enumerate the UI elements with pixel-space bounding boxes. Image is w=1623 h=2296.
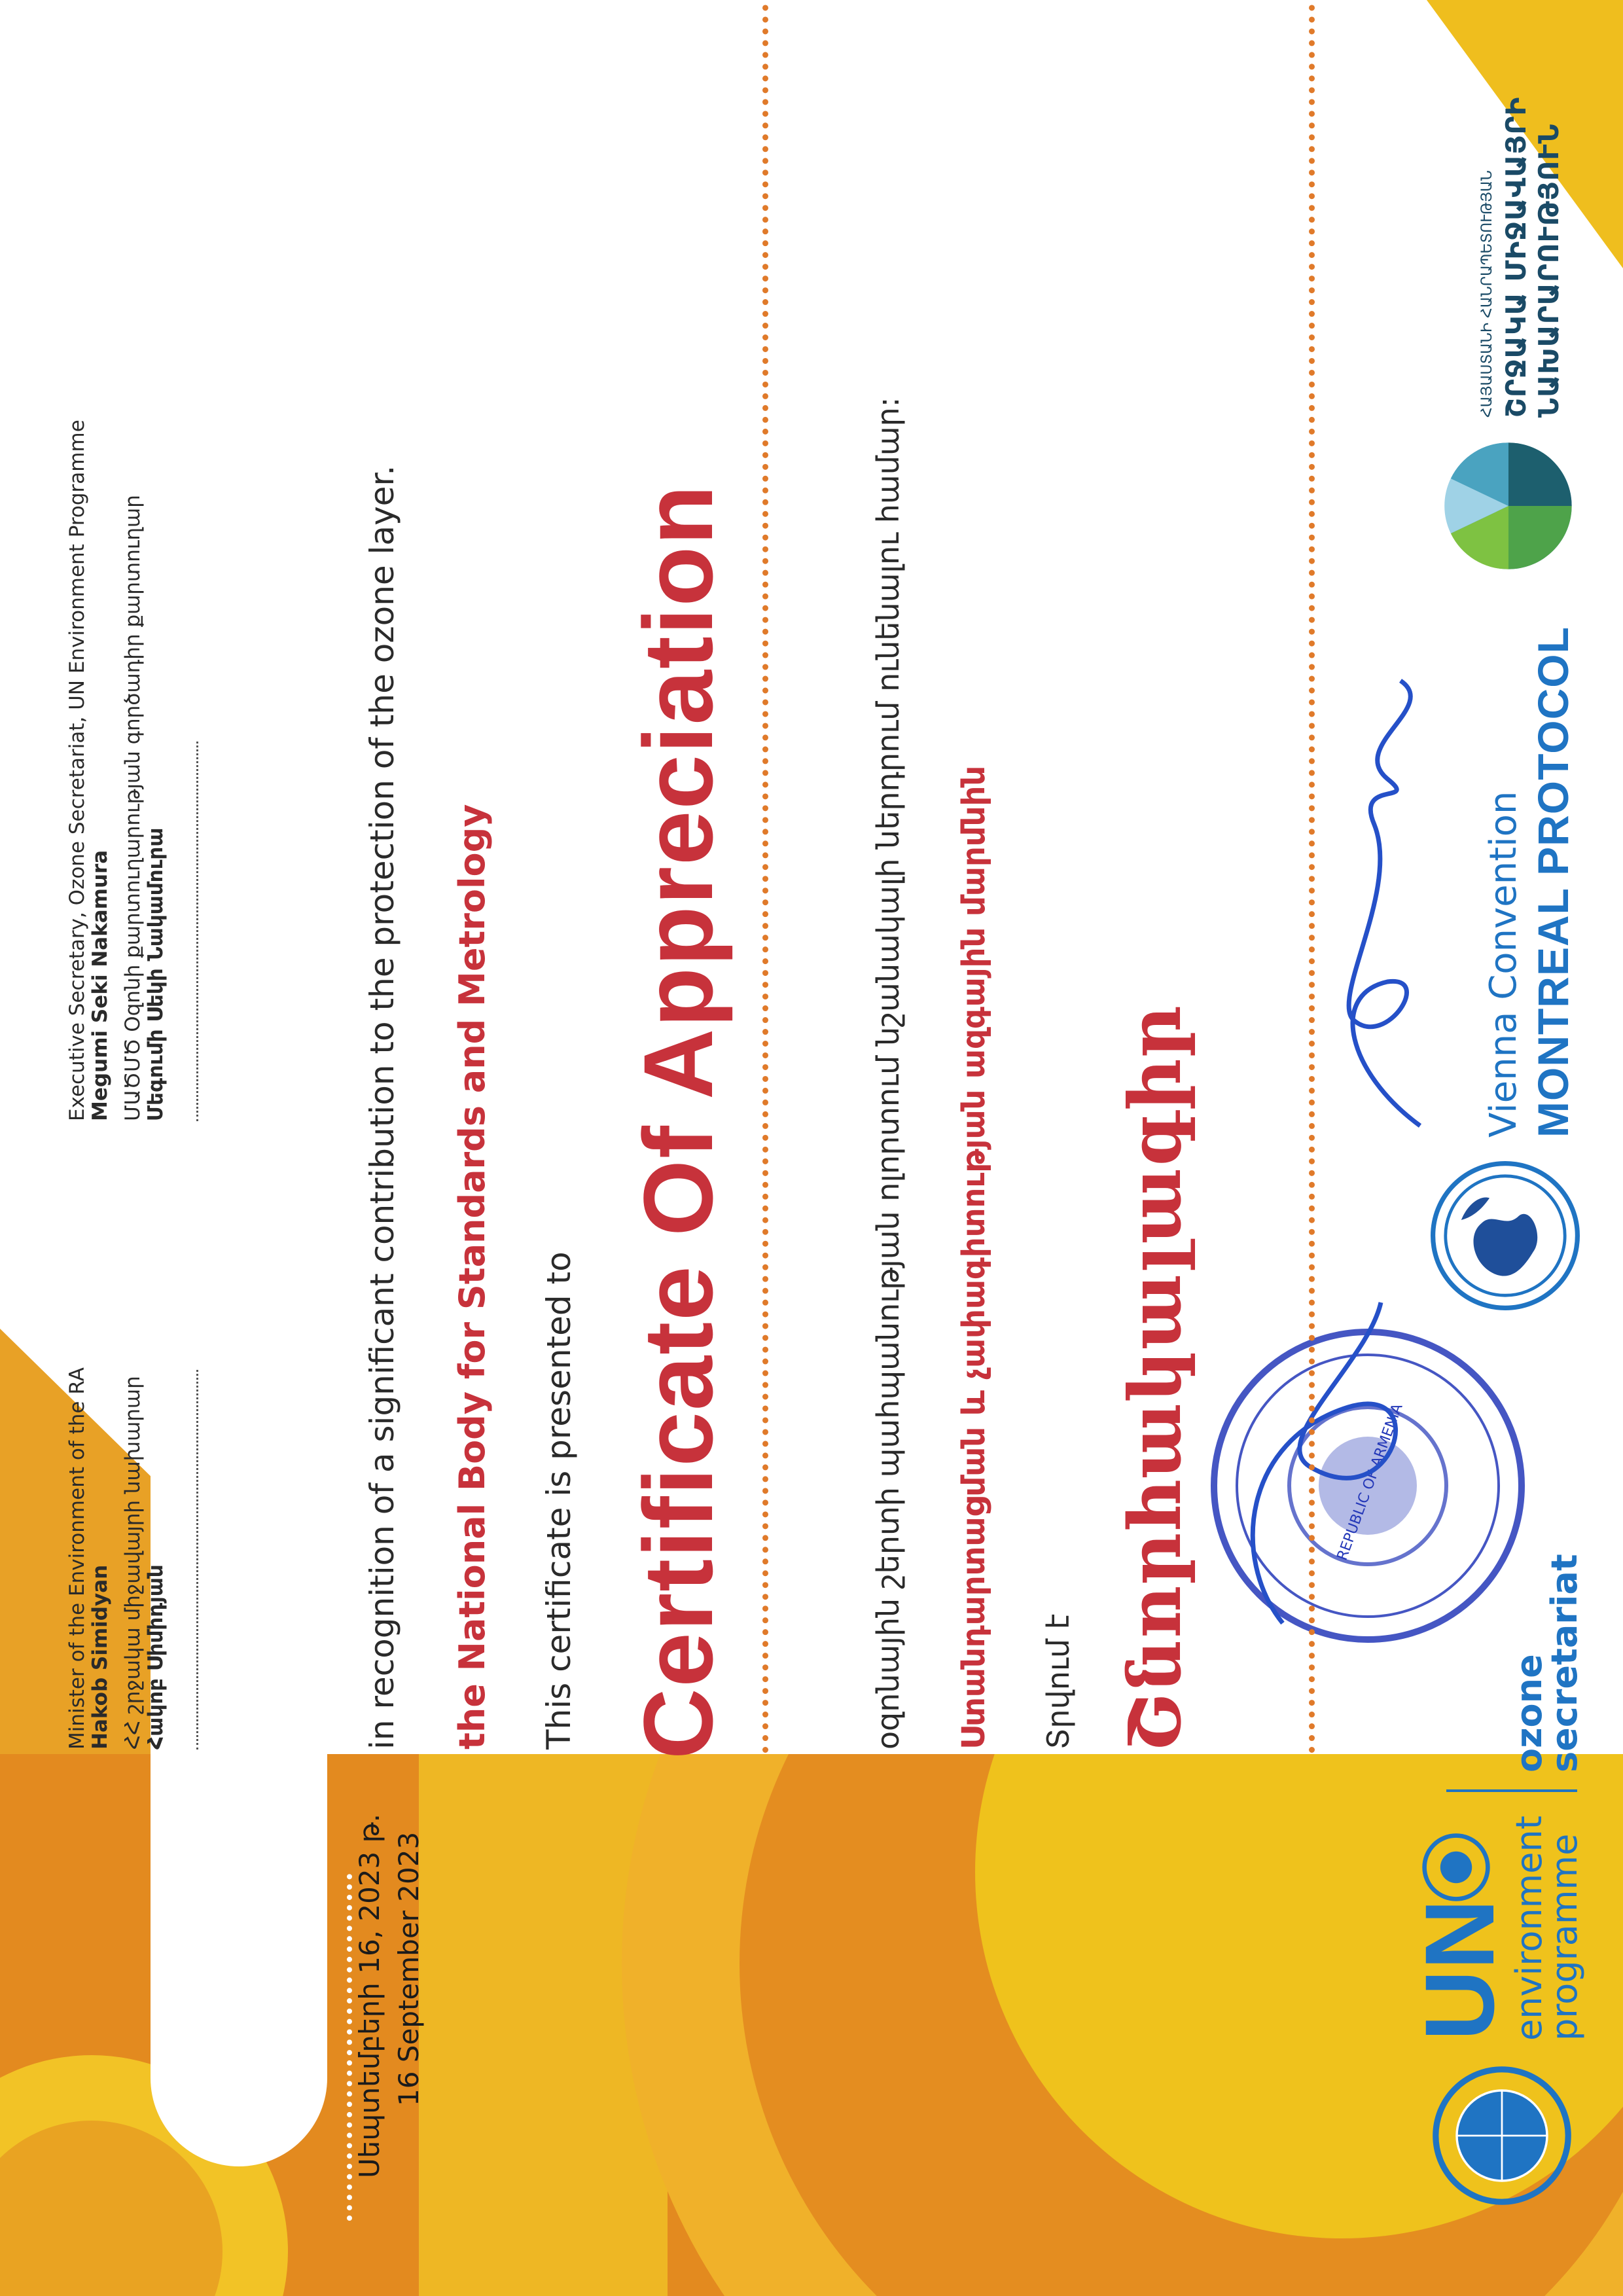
english-recipient: the National Body for Standards and Metrology bbox=[452, 804, 493, 1749]
armenia-logo-line1: ՀԱՅԱՍՏԱՆԻ ՀԱՆՐԱՊԵՏՈՒԹՅԱՆ bbox=[1479, 170, 1495, 418]
globe-icon bbox=[1427, 1157, 1584, 1314]
ozone-line1: ozone bbox=[1508, 1654, 1550, 1772]
montreal-protocol-text: MONTREAL PROTOCOL bbox=[1529, 626, 1577, 1138]
svg-text:REPUBLIC OF ARMENIA: REPUBLIC OF ARMENIA bbox=[1334, 1401, 1406, 1563]
unep-line1: environment bbox=[1508, 1816, 1550, 2041]
signatory2-name-arm: Մեգումի Սեկի Նակամուրա bbox=[144, 827, 168, 1121]
date-dotted-rule bbox=[347, 1874, 352, 2221]
english-recognition: in recognition of a significant contribution to the protection of the ozone layer. bbox=[363, 465, 401, 1749]
unep-emblem-icon bbox=[1420, 1831, 1492, 1903]
armenian-recipient: Ստանդարտացման և չափագիտության ազգային մարմնին bbox=[955, 765, 992, 1749]
signatory1-role-en: Minister of the Environment of the RA bbox=[65, 1367, 89, 1749]
un-logo-text: UN bbox=[1404, 1899, 1514, 2041]
armenian-presented-text: Տրվում է bbox=[1041, 1613, 1076, 1749]
signature-line-2 bbox=[196, 742, 198, 1121]
date-armenian: Սեպտեմբերի 16, 2023 թ. bbox=[353, 1814, 385, 2178]
signatory2-name-en: Megumi Seki Nakamura bbox=[88, 850, 112, 1121]
ozone-line2: secretariat bbox=[1544, 1554, 1585, 1772]
english-presented-text: This certificate is presented to bbox=[540, 1251, 578, 1749]
armenian-description: օզոնային շերտի պահպանության ոլորտում նշանակալի ներդրում ունենալու համար: bbox=[870, 397, 906, 1749]
armenia-ministry-emblem-icon bbox=[1440, 437, 1577, 575]
dotted-rule-top bbox=[1309, 0, 1315, 1753]
vienna-convention-text: Vienna Convention bbox=[1482, 791, 1525, 1138]
unep-line2: programme bbox=[1544, 1833, 1585, 2041]
certificate-title: Certificate Of Appreciation bbox=[623, 484, 733, 1759]
signatory1-name-arm: Հակոբ Սիմիդյան bbox=[144, 1564, 168, 1749]
signatory1-role-arm: ՀՀ շրջակա միջավայրի նախարար bbox=[121, 1376, 145, 1749]
armenian-title: Շնորհակալագիր bbox=[1113, 1005, 1197, 1753]
signatory1-name-en: Hakob Simidyan bbox=[88, 1564, 112, 1749]
signature-line-1 bbox=[196, 1370, 198, 1749]
dotted-rule-middle bbox=[762, 0, 768, 1753]
signatory2-role-arm: ՄԱԾՄԾ Օզոնի քարտուղարության գործադիր քարտուղար bbox=[121, 495, 145, 1121]
date-english: 16 September 2023 bbox=[393, 1831, 425, 2106]
un-emblem-icon bbox=[1427, 2060, 1577, 2211]
signatory2-role-en: Executive Secretary, Ozone Secretariat, UN Environment Programme bbox=[65, 420, 89, 1121]
armenia-logo-line2: ՇՐՋԱԿԱ ՄԻՋԱՎԱՅՐԻ bbox=[1500, 96, 1532, 418]
logo-divider bbox=[1446, 1789, 1577, 1792]
armenia-logo-line3: ՆԱԽԱՐԱՐՈՒԹՅՈՒՆ bbox=[1533, 123, 1565, 418]
